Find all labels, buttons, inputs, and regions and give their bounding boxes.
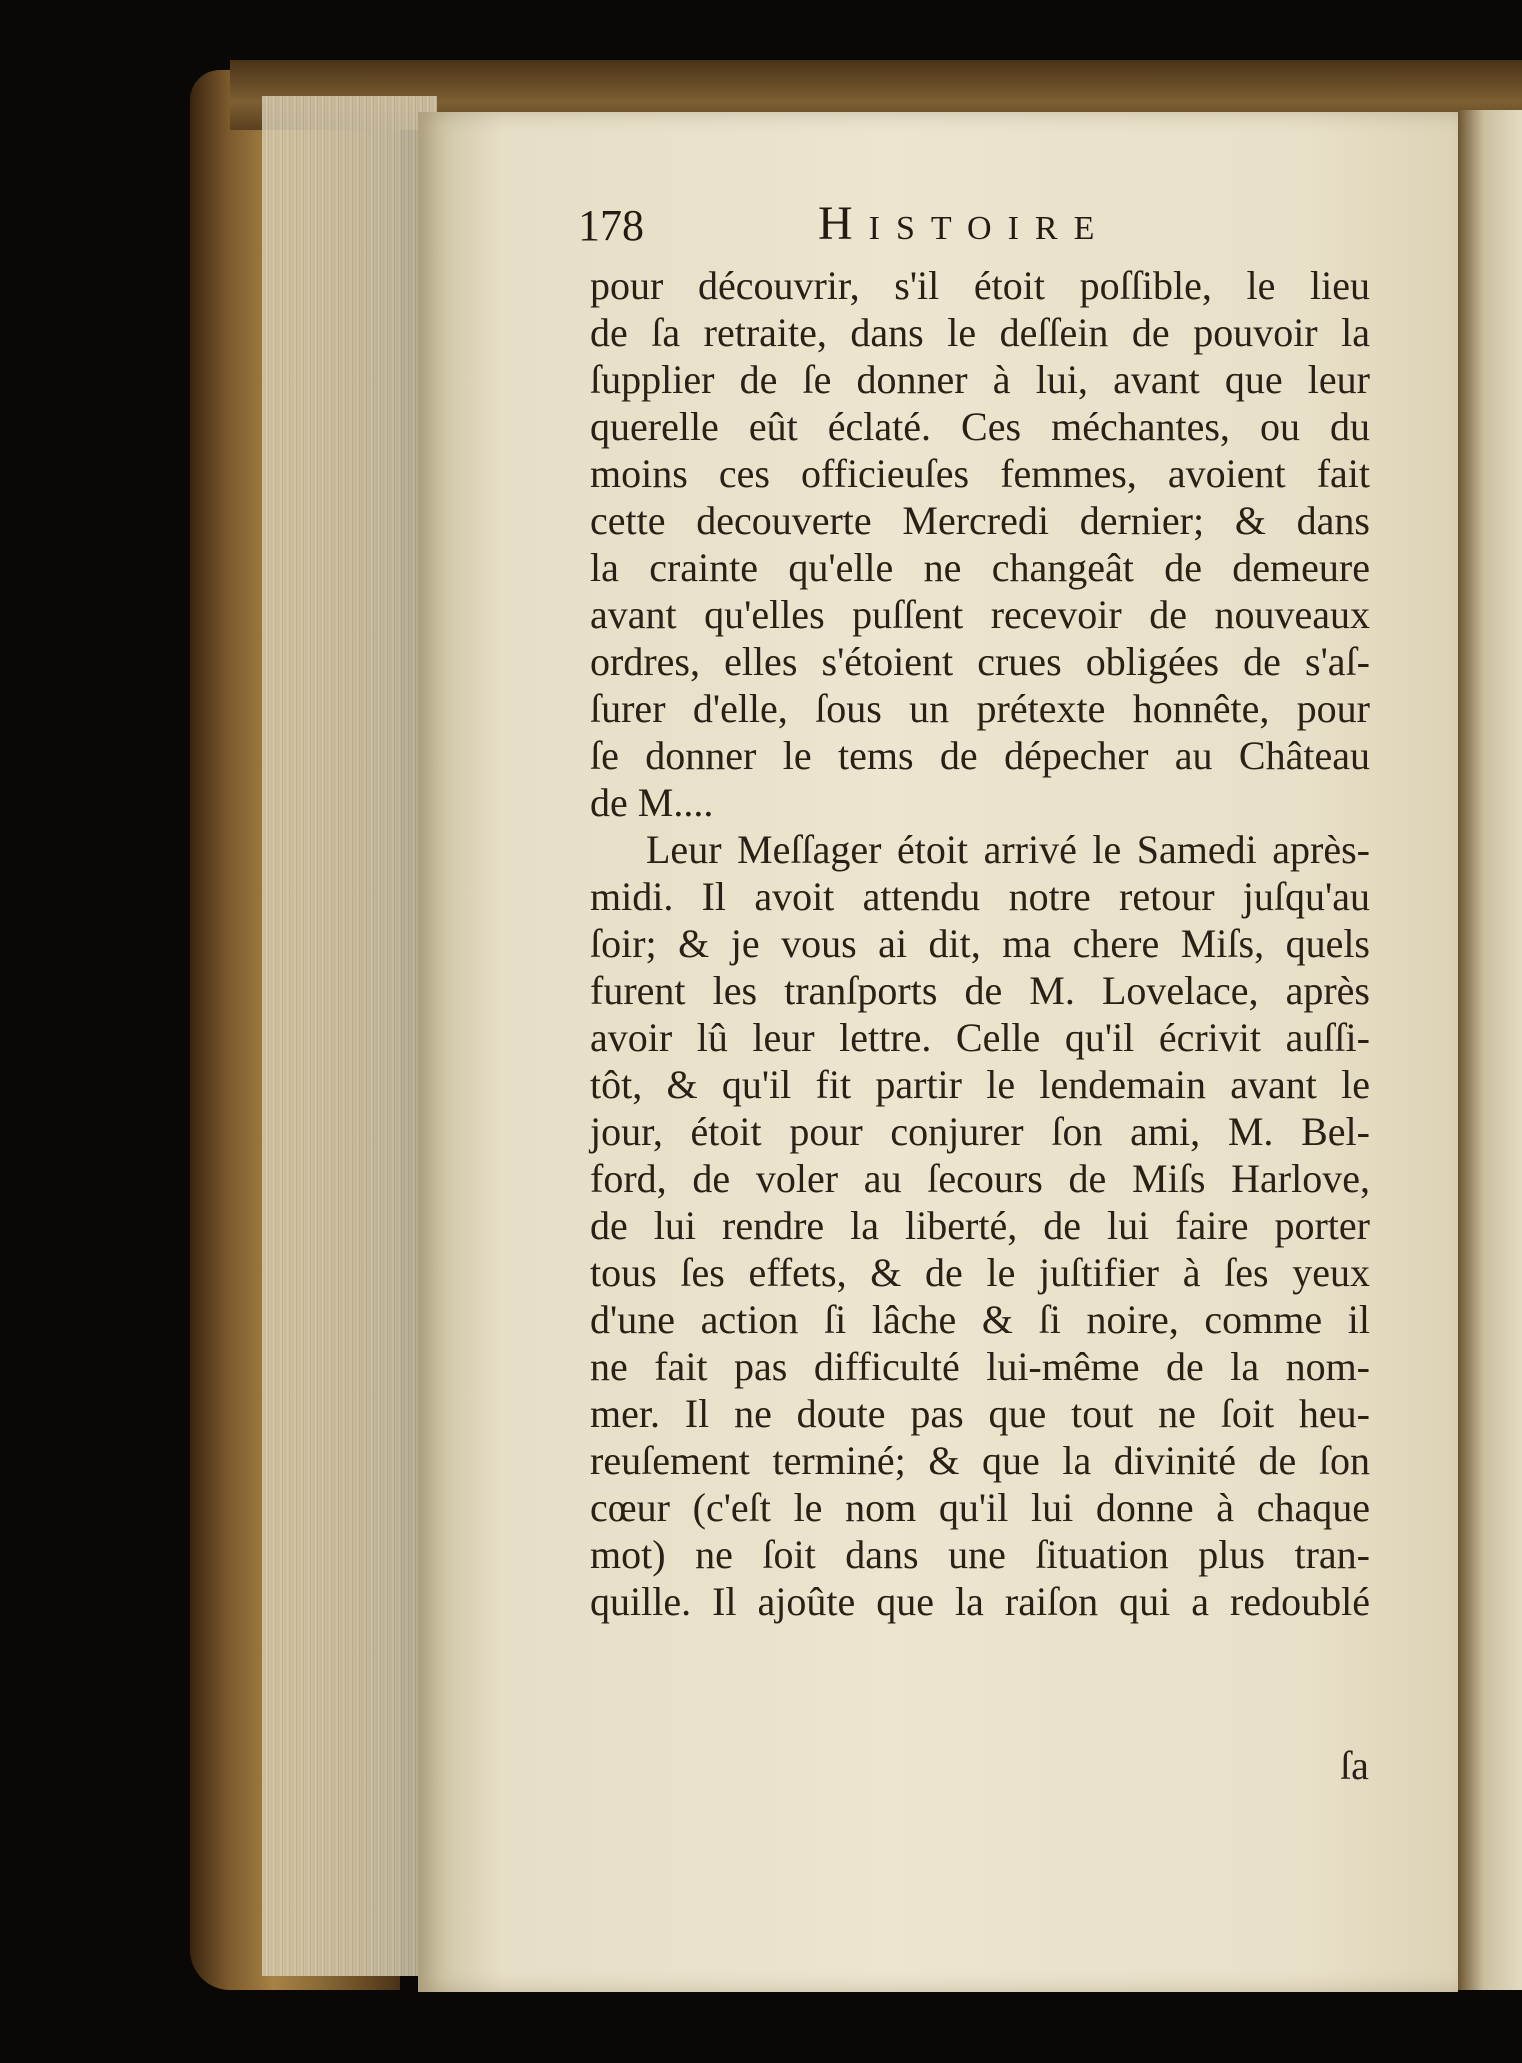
text-line: quille. Il ajoûte que la raiſon qui a redoublé — [590, 1579, 1370, 1624]
text-line: ſupplier de ſe donner à lui, avant que leur — [590, 357, 1370, 402]
catchword: ſa — [1340, 1743, 1369, 1788]
text-line: mot) ne ſoit dans une ſituation plus tran- — [590, 1532, 1370, 1577]
text-line: la crainte qu'elle ne changeât de demeure — [590, 545, 1370, 590]
text-line: avoir lû leur lettre. Celle qu'il écrivit auſſi- — [590, 1015, 1370, 1060]
text-line: cœur (c'eſt le nom qu'il lui donne à chaque — [590, 1485, 1370, 1530]
text-line: cette decouverte Mercredi dernier; & dans — [590, 498, 1370, 543]
text-line: ne fait pas difficulté lui-même de la nom- — [590, 1344, 1370, 1389]
text-line: de M.... — [590, 780, 714, 825]
text-line: tous ſes effets, & de le juſtifier à ſes yeux — [590, 1250, 1370, 1295]
text-line: ſurer d'elle, ſous un prétexte honnête, pour — [590, 686, 1370, 731]
page-header — [578, 196, 1378, 256]
text-line: Leur Meſſager étoit arrivé le Samedi après- — [646, 827, 1370, 872]
text-line: ſe donner le tems de dépecher au Château — [590, 733, 1370, 778]
text-line: jour, étoit pour conjurer ſon ami, M. Bel- — [590, 1109, 1370, 1154]
text-line: de ſa retraite, dans le deſſein de pouvoir la — [590, 310, 1370, 355]
text-line: moins ces officieuſes femmes, avoient fait — [590, 451, 1370, 496]
text-line: furent les tranſports de M. Lovelace, après — [590, 968, 1370, 1013]
text-line: querelle eût éclaté. Ces méchantes, ou du — [590, 404, 1370, 449]
text-line: de lui rendre la liberté, de lui faire porter — [590, 1203, 1370, 1248]
text-line: avant qu'elles puſſent recevoir de nouveaux — [590, 592, 1370, 637]
text-line: mer. Il ne doute pas que tout ne ſoit heu- — [590, 1391, 1370, 1436]
text-line: ordres, elles s'étoient crues obligées de s'aſ- — [590, 639, 1370, 684]
body-text — [590, 262, 1370, 1625]
text-line: reuſement terminé; & que la divinité de ſon — [590, 1438, 1370, 1483]
text-line: pour découvrir, s'il étoit poſſible, le lieu — [590, 263, 1370, 308]
facing-page-edge — [1458, 110, 1522, 1990]
text-line: d'une action ſi lâche & ſi noire, comme il — [590, 1297, 1370, 1342]
text-line: ſoir; & je vous ai dit, ma chere Miſs, quels — [590, 921, 1370, 966]
text-line: ford, de voler au ſecours de Miſs Harlove, — [590, 1156, 1370, 1201]
page-edges — [262, 96, 437, 1976]
text-line: midi. Il avoit attendu notre retour juſqu'au — [590, 874, 1370, 919]
running-title: Histoire — [818, 197, 1111, 250]
page-number: 178 — [578, 201, 644, 250]
text-line: tôt, & qu'il fit partir le lendemain avant le — [590, 1062, 1370, 1107]
